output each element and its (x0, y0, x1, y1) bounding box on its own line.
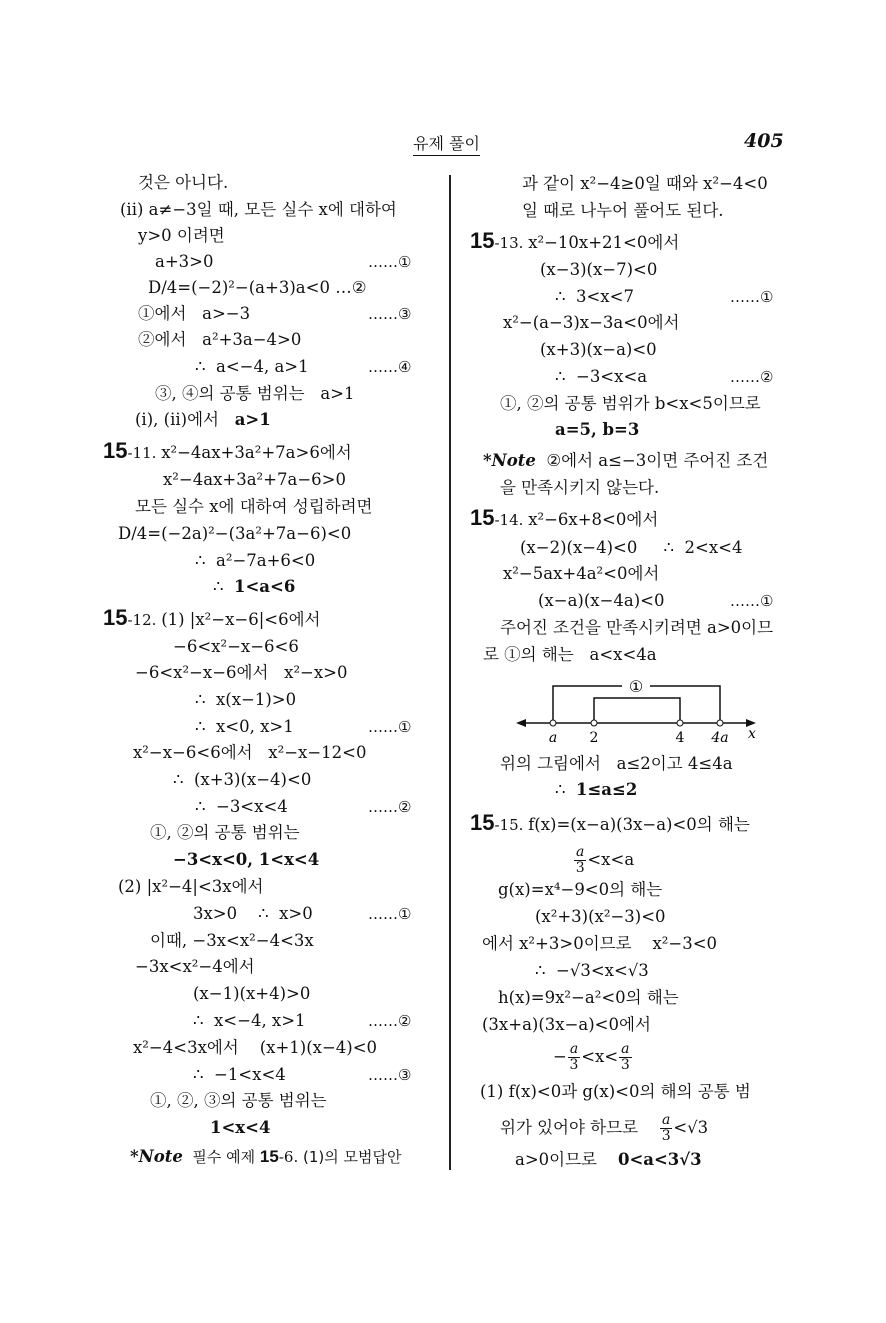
text-line: 일 때로 나누어 풀어도 된다. (522, 201, 724, 220)
text-line: ∴ x(x−1)>0 (195, 690, 297, 709)
text-line: ∴ a<−4, a>1 (195, 357, 309, 376)
text: (i), (ii)에서 (135, 410, 235, 429)
text-line (515, 1150, 702, 1170)
text: ∴ (555, 780, 576, 799)
note-text: 필수 예제 (182, 1148, 260, 1166)
text: <x<a (587, 850, 635, 869)
text-line (573, 845, 634, 876)
point-4 (677, 720, 683, 726)
text: ∴ (213, 577, 234, 596)
text: <x< (581, 1047, 619, 1066)
page-number: 405 (744, 130, 784, 152)
denominator: 3 (620, 1057, 630, 1073)
text-line: (ii) a≠−3일 때, 모든 실수 x에 대하여 (120, 200, 397, 219)
text-line: (x²+3)(x²−3)<0 (535, 907, 666, 926)
answer-line: a=5, b=3 (555, 420, 640, 439)
bracket-label: ① (628, 677, 644, 696)
text-line: 것은 아니다. (138, 173, 229, 192)
text-line: (x−1)(x+4)>0 (193, 984, 311, 1003)
problem-sub: -14. (494, 511, 529, 529)
numerator: a (661, 1112, 671, 1128)
fraction (568, 1042, 580, 1073)
problem-number: 15 (470, 505, 495, 530)
problem-number: 15 (470, 810, 495, 835)
marker: ……① (368, 905, 412, 923)
text-line: x²−(a−3)x−3a<0에서 (503, 313, 680, 332)
text-line: (2) |x²−4|<3x에서 (118, 877, 264, 896)
text-line: 과 같이 x²−4≥0일 때와 x²−4<0 (522, 174, 768, 193)
text-line: a+3>0 (155, 252, 214, 271)
note-star: * (483, 451, 492, 470)
text-line: ①, ②의 공통 범위가 b<x<5이므로 (500, 394, 761, 413)
note-ref-sub: -6. (278, 1148, 299, 1166)
tick-label: 4 (675, 730, 685, 746)
text-line: 에서 x²+3>0이므로 x²−3<0 (482, 934, 718, 953)
text-line: ①, ②의 공통 범위는 (150, 823, 300, 842)
denominator: 3 (575, 860, 585, 876)
number-line-diagram (510, 676, 770, 748)
text: x²−4ax+3a²+7a>6에서 (161, 443, 352, 462)
text: − (553, 1047, 567, 1066)
point-4a (717, 720, 723, 726)
note-star: * (130, 1147, 139, 1166)
text-line: 로 ①의 해는 a<x<4a (483, 645, 657, 664)
text: a>0이므로 (515, 1150, 618, 1169)
problem-number: 15 (470, 228, 495, 253)
text-line: −6<x²−x−6에서 x²−x>0 (135, 663, 348, 682)
arrow-left-icon (516, 719, 526, 727)
text-line: D/4=(−2a)²−(3a²+7a−6)<0 (118, 524, 352, 543)
fraction (574, 845, 586, 876)
text: f(x)=(x−a)(3x−a)<0의 해는 (528, 815, 750, 834)
text-line: y>0 이려면 (138, 226, 225, 245)
marker: ……① (368, 253, 412, 271)
text-line: 주어진 조건을 만족시키려면 a>0이므 (500, 618, 774, 637)
fraction (619, 1042, 631, 1073)
text-line: (3x+a)(3x−a)<0에서 (482, 1015, 651, 1034)
text-line (213, 577, 295, 597)
answer: 1≤a≤2 (576, 780, 638, 799)
text-line: x²−4ax+3a²+7a−6>0 (163, 470, 346, 489)
problem-15-14 (470, 505, 659, 530)
text-line: g(x)=x⁴−9<0의 해는 (498, 880, 663, 899)
problem-15-12 (103, 605, 321, 630)
text: <√3 (673, 1118, 709, 1137)
marker: ……① (368, 718, 412, 736)
marker: ……② (368, 798, 412, 816)
problem-15-13 (470, 228, 680, 253)
text-line: h(x)=9x²−a²<0의 해는 (498, 988, 679, 1007)
point-2 (591, 720, 597, 726)
tick-label: 2 (589, 730, 599, 746)
text-line: (x+3)(x−a)<0 (540, 340, 657, 359)
numerator: a (576, 844, 585, 860)
text-line: (x−a)(x−4a)<0 (538, 591, 665, 610)
section-title: 유제 풀이 (413, 131, 480, 156)
problem-number: 15 (103, 605, 128, 630)
text-line: ①, ②, ③의 공통 범위는 (150, 1091, 327, 1110)
note-line (130, 1147, 401, 1167)
problem-sub: -12. (127, 611, 162, 629)
text-line: x²−4<3x에서 (x+1)(x−4)<0 (133, 1038, 378, 1057)
marker: ……② (730, 368, 774, 386)
note-label: Note (138, 1147, 183, 1166)
problem-15-11 (103, 438, 352, 463)
text-line: ③, ④의 공통 범위는 a>1 (155, 384, 355, 403)
marker: ……② (368, 1012, 412, 1030)
text-line: 3x>0 ∴ x>0 (193, 904, 313, 923)
axis-label: x (748, 726, 756, 742)
text-line: ∴ −1<x<4 (193, 1065, 286, 1084)
text: (1) |x²−x−6|<6에서 (161, 610, 321, 629)
text-line: x²−5ax+4a²<0에서 (503, 564, 660, 583)
fraction (660, 1113, 672, 1144)
text-line: ∴ x<0, x>1 (195, 717, 294, 736)
marker: ……④ (368, 358, 412, 376)
problem-sub: -11. (127, 444, 162, 462)
bracket-inner (594, 698, 680, 723)
answer: 1<a<6 (234, 577, 296, 596)
denominator: 3 (569, 1057, 579, 1073)
text-line: ∴ a²−7a+6<0 (195, 551, 316, 570)
text-line: 을 만족시키지 않는다. (500, 478, 660, 497)
column-divider (449, 175, 451, 1170)
numerator: a (621, 1041, 630, 1057)
answer-line: 1<x<4 (210, 1118, 271, 1137)
text-line: ∴ −√3<x<√3 (535, 961, 649, 980)
text-line: (x−2)(x−4)<0 ∴ 2<x<4 (520, 538, 743, 557)
text-line: 위의 그림에서 a≤2이고 4≤4a (500, 754, 733, 773)
text-line (135, 410, 271, 430)
tick-label: a (548, 730, 558, 746)
text-line: ①에서 a>−3 (138, 304, 251, 323)
text-line: 이때, −3x<x²−4<3x (150, 931, 314, 950)
text-line: ∴ 3<x<7 (555, 287, 634, 306)
text: 위가 있어야 하므로 (500, 1118, 659, 1137)
text-line (553, 1042, 633, 1073)
answer: 0<a<3√3 (617, 1150, 702, 1169)
numerator: a (569, 1041, 579, 1057)
note-ref-num: 15 (259, 1147, 279, 1166)
note-label: Note (491, 451, 536, 470)
text-line: ∴ −3<x<4 (195, 797, 288, 816)
text-line: (1) f(x)<0과 g(x)<0의 해의 공통 범 (480, 1082, 751, 1101)
text: x²−10x+21<0에서 (528, 233, 680, 252)
text-line (500, 1113, 708, 1144)
denominator: 3 (661, 1128, 671, 1144)
text-line (555, 780, 637, 800)
text: x²−6x+8<0에서 (528, 510, 659, 529)
text-line: (x−3)(x−7)<0 (540, 260, 658, 279)
marker: ……① (730, 592, 774, 610)
text-line: x²−x−6<6에서 x²−x−12<0 (133, 743, 367, 762)
note-line (483, 451, 768, 471)
problem-number: 15 (103, 438, 128, 463)
text-line: ②에서 a²+3a−4>0 (138, 330, 302, 349)
text-line: ∴ x<−4, x>1 (193, 1011, 306, 1030)
text-line: ∴ −3<x<a (555, 367, 648, 386)
text-line: D/4=(−2)²−(a+3)a<0 …② (148, 278, 367, 297)
marker: ……③ (368, 305, 412, 323)
problem-sub: -13. (494, 234, 529, 252)
text-line: ∴ (x+3)(x−4)<0 (173, 770, 312, 789)
note-text: ②에서 a≤−3이면 주어진 조건 (535, 451, 769, 470)
marker: ……① (730, 288, 774, 306)
text-line: −6<x²−x−6<6 (173, 637, 299, 656)
answer-line: −3<x<0, 1<x<4 (173, 850, 320, 869)
text-line: 모든 실수 x에 대하여 성립하려면 (135, 497, 373, 516)
problem-sub: -15. (494, 816, 529, 834)
problem-15-15 (470, 810, 750, 835)
marker: ……③ (368, 1066, 412, 1084)
tick-label: 4a (711, 730, 729, 746)
answer: a>1 (234, 410, 271, 429)
point-a (550, 720, 556, 726)
text-line: −3x<x²−4에서 (135, 957, 255, 976)
note-tail: (1)의 모범답안 (298, 1148, 402, 1166)
